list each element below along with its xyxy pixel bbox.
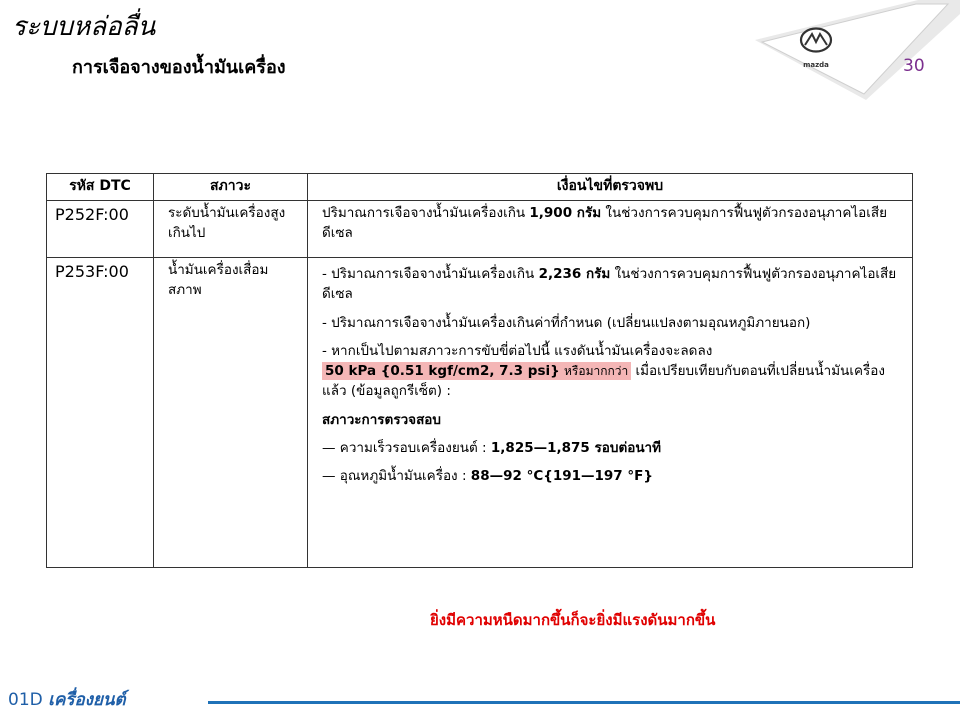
footer-engine: เครื่องยนต์ <box>48 690 126 710</box>
dtc-table <box>46 173 913 568</box>
table-row <box>47 258 913 568</box>
inspection-condition: — อุณหภูมิน้ำมันเครื่อง : 88—92 °C{191—197 °F} <box>322 468 653 484</box>
header-detection: เงื่อนไขที่ตรวจพบ <box>308 174 913 201</box>
detection-bullet: - หากเป็นไปตามสภาวะการขับขี่ต่อไปนี้ แรงดันน้ำมันเครื่องจะลดลง 50 kPa {0.51 kgf/cm2, 7.3 psi} หรือมากกว่า เมื่อเปรียบเทียบกับตอนที่เปลี่ยนน้ำมันเครื่องแล้ว (ข้อมูลถูกรีเซ็ต) : <box>322 342 885 400</box>
mazda-logo-text: mazda <box>803 61 829 69</box>
table-row <box>47 201 913 258</box>
footer-label <box>8 686 126 713</box>
dtc-code: P253F:00 <box>47 258 154 568</box>
page-number: 30 <box>903 56 925 76</box>
detection-bullet: - ปริมาณการเจือจางน้ำมันเครื่องเกินค่าที่กำหนด (เปลี่ยนแปลงตามอุณหภูมิภายนอก) <box>322 314 811 331</box>
inspection-condition: — ความเร็วรอบเครื่องยนต์ : 1,825—1,875 รอบต่อนาที <box>322 439 662 456</box>
viscosity-note: ยิ่งมีความหนืดมากขึ้นก็จะยิ่งมีแรงดันมากขึ้น <box>430 611 716 629</box>
page-subtitle: การเจือจางของน้ำมันเครื่อง <box>72 57 286 78</box>
detection-text <box>308 258 913 568</box>
header-dtc-code: รหัส DTC <box>47 174 154 201</box>
detection-bullet: - ปริมาณการเจือจางน้ำมันเครื่องเกิน 2,236 กรัม ในช่วงการควบคุมการฟื้นฟูตัวกรองอนุภาคไอเสียดีเซล <box>322 266 897 303</box>
page-title: ระบบหล่อลื่น <box>12 12 156 42</box>
detection-text: ปริมาณการเจือจางน้ำมันเครื่องเกิน 1,900 กรัม ในช่วงการควบคุมการฟื้นฟูตัวกรองอนุภาคไอเสียดีเซล <box>308 201 913 258</box>
condition-text: น้ำมันเครื่องเสื่อมสภาพ <box>154 258 308 568</box>
condition-text: ระดับน้ำมันเครื่องสูงเกินไป <box>154 201 308 258</box>
footer-code: 01D <box>8 690 43 710</box>
header-condition: สภาวะ <box>154 174 308 201</box>
inspection-title: สภาวะการตรวจสอบ <box>322 411 441 428</box>
footer-divider <box>208 701 960 704</box>
pressure-highlight: 50 kPa {0.51 kgf/cm2, 7.3 psi} หรือมากกว่า <box>322 362 631 380</box>
table-header-row <box>47 174 913 201</box>
dtc-code: P252F:00 <box>47 201 154 258</box>
